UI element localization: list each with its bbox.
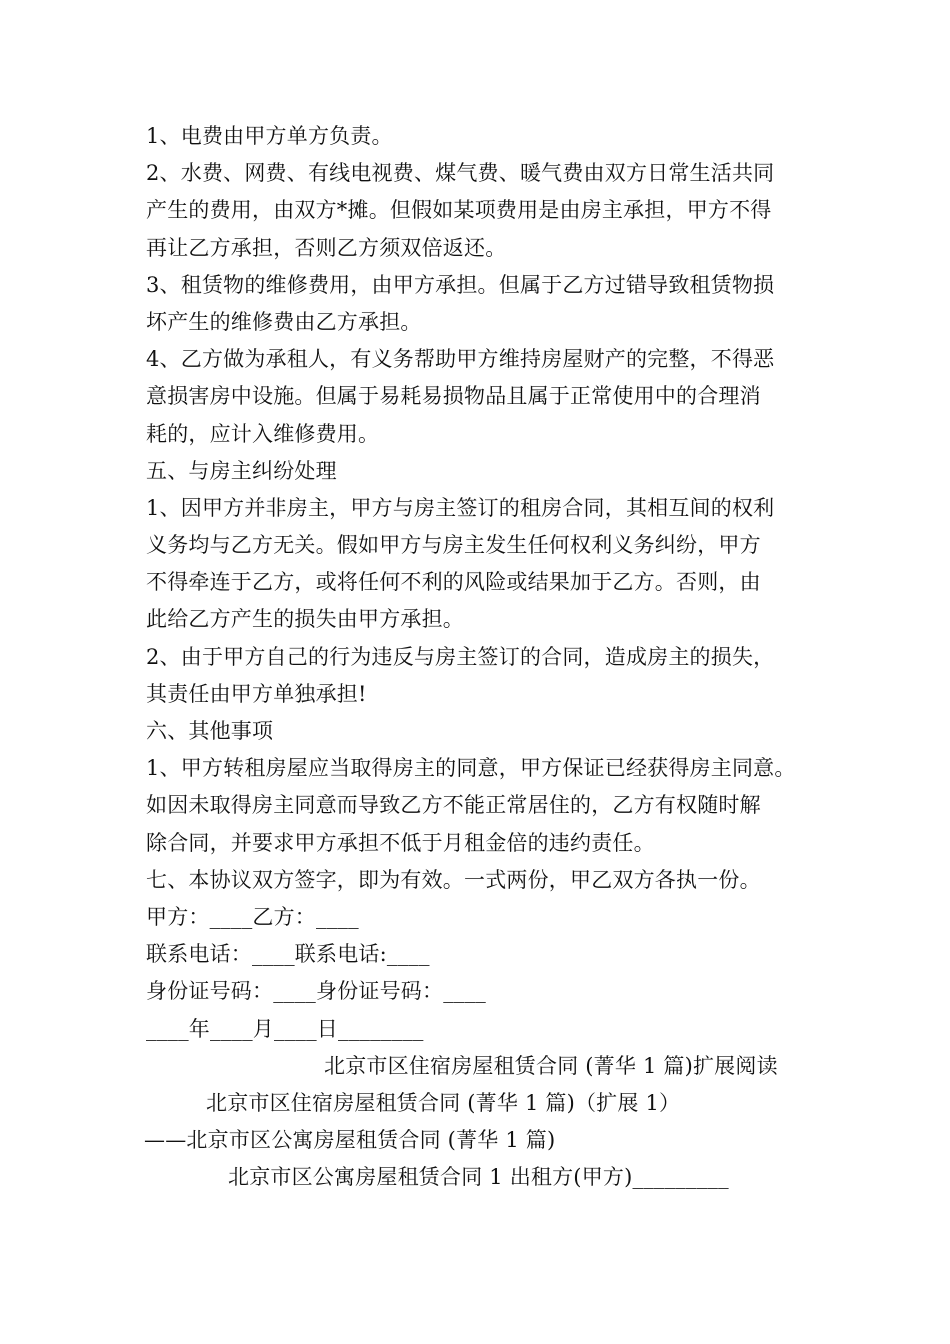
paragraph-line: 产生的费用，由双方*摊。但假如某项费用是由房主承担，甲方不得 [146,198,772,223]
paragraph-line: 其责任由甲方单独承担! [146,681,367,706]
extended-contract-line: 北京市区公寓房屋租赁合同 1 出租方(甲方)_________ [228,1165,729,1190]
extended-dash-title: ——北京市区公寓房屋租赁合同 (菁华 1 篇) [144,1128,556,1153]
paragraph-line: 此给乙方产生的损失由甲方承担。 [146,607,464,632]
paragraph-line: 不得牵连于乙方，或将任何不利的风险或结果加于乙方。否则，由 [146,570,761,595]
extended-reading-subheading: 北京市区住宿房屋租赁合同 (菁华 1 篇)（扩展 1） [206,1090,681,1115]
paragraph-line: 再让乙方承担，否则乙方须双倍返还。 [146,235,507,260]
paragraph-line: 坏产生的维修费由乙方承担。 [146,309,422,334]
paragraph-line: 七、本协议双方签字，即为有效。一式两份，甲乙双方各执一份。 [146,867,761,892]
section-heading: 六、其他事项 [146,719,274,743]
document-body [146,118,836,1196]
extended-reading-heading: 北京市区住宿房屋租赁合同 (菁华 1 篇)扩展阅读 [324,1053,778,1078]
paragraph-line: 除合同，并要求甲方承担不低于月租金倍的违约责任。 [146,830,655,855]
paragraph-line: 4、乙方做为承租人，有义务帮助甲方维持房屋财产的完整，不得恶 [146,347,775,372]
paragraph-line: 如因未取得房主同意而导致乙方不能正常居住的，乙方有权随时解 [146,793,761,818]
paragraph-line: 1、甲方转租房屋应当取得房主的同意，甲方保证已经获得房主同意。 [146,756,796,781]
paragraph-line: 耗的，应计入维修费用。 [146,421,380,446]
paragraph-line: 2、由于甲方自己的行为违反与房主签订的合同，造成房主的损失， [146,644,775,669]
signature-id-line: 身份证号码：____身份证号码：____ [146,979,486,1004]
signature-phone-line: 联系电话：____联系电话:____ [146,942,430,967]
paragraph-line: 1、因甲方并非房主，甲方与房主签订的租房合同，其相互间的权利 [146,495,775,520]
signature-date-line: ____年____月____日________ [146,1016,424,1041]
paragraph-line: 2、水费、网费、有线电视费、煤气费、暖气费由双方日常生活共同 [146,161,775,186]
paragraph-line: 意损害房中设施。但属于易耗易损物品且属于正常使用中的合理消 [146,384,761,409]
paragraph-line: 1、电费由甲方单方负责。 [146,124,393,148]
paragraph-line: 3、租赁物的维修费用，由甲方承担。但属于乙方过错导致租赁物损 [146,272,775,297]
paragraph-line: 义务均与乙方无关。假如甲方与房主发生任何权利义务纠纷，甲方 [146,533,761,558]
signature-party-line: 甲方：____乙方：____ [146,904,359,929]
section-heading: 五、与房主纠纷处理 [146,458,337,483]
